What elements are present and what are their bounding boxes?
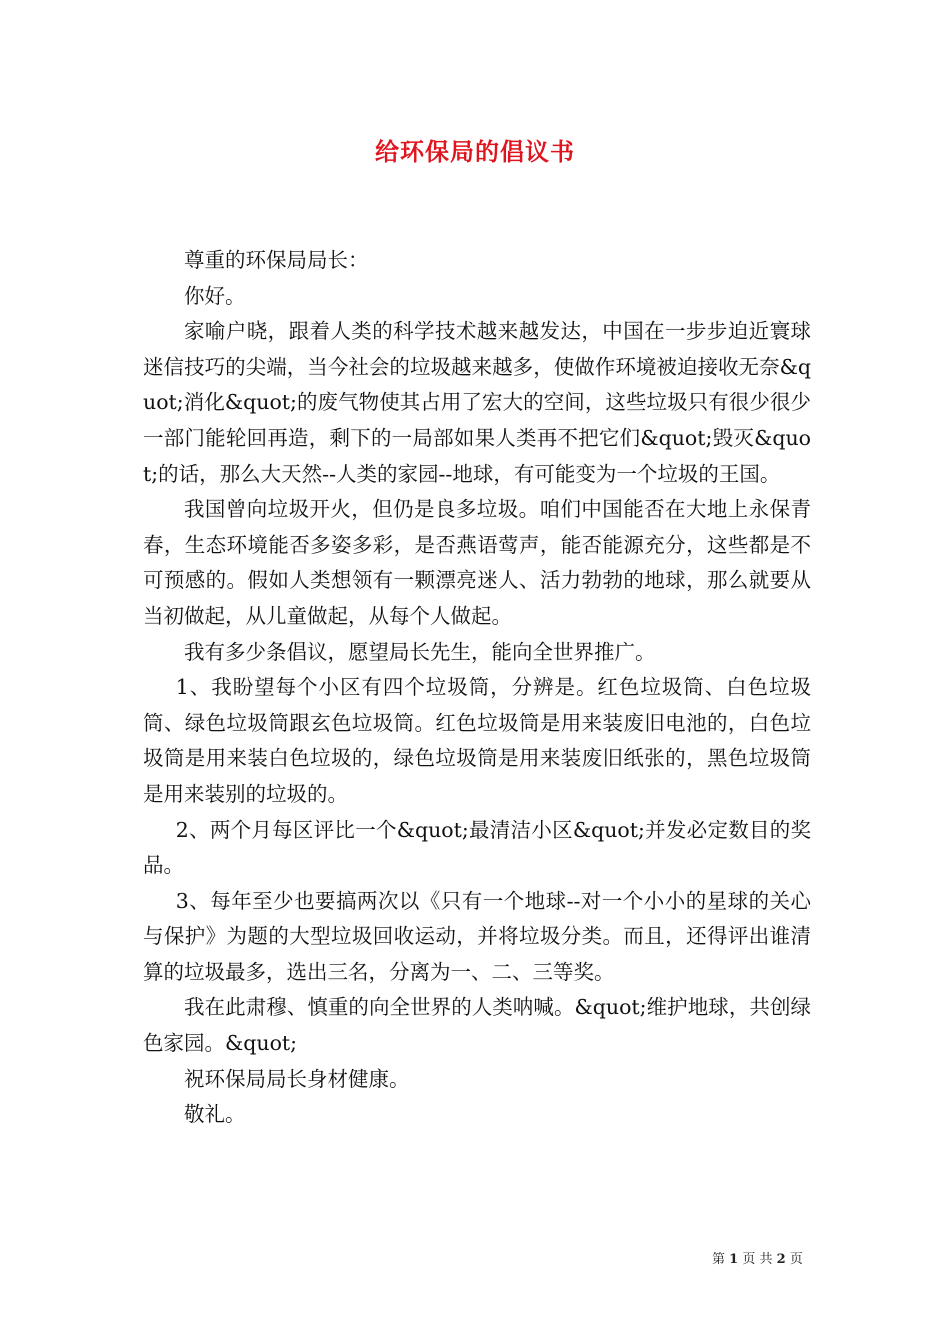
footer-total-pages: 2 bbox=[776, 1252, 786, 1267]
paragraph-appeal: 我国曾向垃圾开火，但仍是良多垃圾。咱们中国能否在大地上永保青春，生态环境能否多姿多彩，是否燕语莺声，能否能源充分，这些都是不可预感的。假如人类想领有一颗漂亮迷人、活力勃勃的地球，那么就要从当初做起，从儿童做起，从每个人做起。 bbox=[143, 497, 811, 628]
proposal-item-1: 1、我盼望每个小区有四个垃圾筒，分辨是。红色垃圾筒、白色垃圾筒、绿色垃圾筒跟玄色垃圾筒。红色垃圾筒是用来装废旧电池的，白色垃圾筒是用来装白色垃圾的，绿色垃圾筒是用来装废旧纸张的，黑色垃圾筒是用来装别的垃圾的。 bbox=[143, 675, 811, 806]
document-title: 给环保局的倡议书 bbox=[375, 137, 575, 166]
paragraph-call: 我在此肃穆、慎重的向全世界的人类呐喊。&quot;维护地球，共创绿色家园。&quot; bbox=[143, 995, 811, 1056]
proposal-item-3: 3、每年至少也要搞两次以《只有一个地球--对一个小小的星球的关心与保护》为题的大型垃圾回收运动，并将垃圾分类。而且，还得评出谁清算的垃圾最多，选出三名，分离为一、二、三等奖。 bbox=[143, 888, 811, 984]
footer-suffix: 页 bbox=[789, 1252, 803, 1267]
footer-middle: 页 共 bbox=[742, 1252, 773, 1267]
document-body bbox=[143, 243, 811, 1133]
paragraph-proposals-intro: 我有多少条倡议，愿望局长先生，能向全世界推广。 bbox=[184, 639, 656, 664]
footer-prefix: 第 bbox=[712, 1252, 726, 1267]
salutation: 尊重的环保局局长： bbox=[184, 248, 369, 272]
page-footer bbox=[712, 1248, 803, 1267]
closing-salute: 敬礼。 bbox=[184, 1102, 246, 1127]
paragraph-intro: 家喻户晓，跟着人类的科学技术越来越发达，中国在一步步迫近寰球迷信技巧的尖端，当今社会的垃圾越来越多，使做作环境被迫接收无奈&quot;消化&quot;的废气物使其占用了宏大的空间，这些垃圾只有很少很少一部门能轮回再造，剩下的一局部如果人类再不把它们&quot;毁灭&quot;的话，那么大天然--人类的家园--地球，有可能变为一个垃圾的王国。 bbox=[143, 319, 811, 486]
proposal-item-2: 2、两个月每区评比一个&quot;最清洁小区&quot;并发必定数目的奖品。 bbox=[143, 817, 811, 878]
closing-wish: 祝环保局局长身材健康。 bbox=[184, 1066, 410, 1091]
greeting: 你好。 bbox=[184, 283, 246, 308]
footer-current-page: 1 bbox=[729, 1252, 739, 1267]
